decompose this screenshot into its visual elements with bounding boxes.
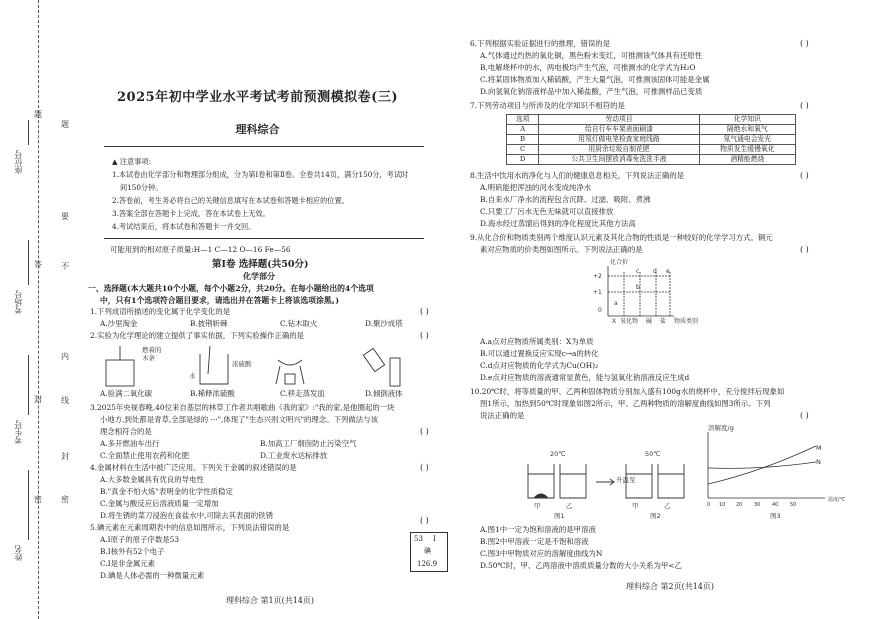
side-mark: 密	[34, 495, 42, 504]
q8-option: B.自来水厂净水的流程包含沉降、过滤、吸附、煮沸	[480, 195, 651, 204]
exam-no-label: 考生号	[14, 420, 23, 444]
solubility-chart	[708, 432, 825, 498]
q10-option: C.图3中甲物质对应的溶解度曲线为N	[480, 549, 603, 558]
q8-option: D.海水经过蒸馏后得到的净化程度比其他方法高	[480, 219, 636, 228]
beaker-label: 甲	[632, 502, 639, 510]
exam-room-label: 考场号	[14, 290, 23, 314]
q1-option: C.钻木取火	[280, 319, 318, 328]
temp-tick: 20	[736, 502, 743, 508]
q9-option: D.e点对应物质的溶液通常显黄色，能与氢氧化钠溶液反应生成d	[480, 373, 690, 382]
chart-xtick: 盐	[660, 318, 667, 325]
q10-option: A.图1中一定为饱和溶液的是甲溶液	[480, 525, 596, 534]
answer-paren: ( )	[420, 331, 429, 340]
table-cell: B	[507, 135, 539, 145]
q3-option: C.全面禁止使用农药和化肥	[100, 451, 190, 460]
divider	[104, 146, 424, 147]
q10-option: D.50℃时，甲、乙两溶液中溶质质量分数的大小关系为甲<乙	[480, 561, 682, 570]
chart-ytick: +2	[593, 273, 602, 280]
table-cell: 酒精能燃烧	[699, 155, 795, 165]
table-header-cell: 化学知识	[699, 115, 795, 125]
q3-line: 理念相符合的是	[100, 427, 152, 436]
chart-point-label: a	[614, 300, 618, 307]
notice-heading: ▲ 注意事项:	[112, 157, 152, 166]
exam-title: 2025年初中学业水平考试考前预测模拟卷(三)	[117, 90, 398, 105]
q8-option: C.只要工厂污水无色无味就可以直接排放	[480, 207, 614, 216]
label-stick: 木条	[142, 354, 155, 362]
table-header-cell: 选项	[507, 115, 539, 125]
side-mark: 题	[34, 110, 42, 119]
table-cell: 给自行车车架表面刷漆	[539, 125, 699, 135]
atomic-number: 53	[414, 535, 423, 543]
part-title: 化学部分	[243, 271, 275, 281]
chart-ylabel: 化合价	[610, 259, 629, 266]
q1-stem: 1.下列成语所描述的变化属于化学变化的是	[90, 307, 231, 316]
q7-stem: 7.下列劳动项目与所涉及的化学知识不相符的是	[470, 101, 625, 110]
sol-axis-label: 溶解度/g	[708, 424, 734, 432]
q4-option: B."真金不怕火炼"表明金的化学性质稳定	[100, 487, 233, 496]
q1-option: B.披荆斩棘	[190, 319, 228, 328]
chart-xtick: X	[612, 318, 617, 325]
q8-option: A.明矾能把浑浊的河水变成纯净水	[480, 183, 592, 192]
table-cell: 用厨余垃圾自制花肥	[539, 145, 699, 155]
beakers-drawing	[528, 464, 684, 498]
table-row	[507, 145, 796, 155]
temp-axis-label: 温度/℃	[828, 497, 846, 503]
q4-option: A.大多数金属具有优良的导电性	[100, 475, 204, 484]
answer-paren: ( )	[800, 171, 809, 180]
subject-title: 理科综合	[235, 123, 280, 136]
exam-room-field[interactable]	[28, 240, 29, 285]
q6-option: A.气体通过灼热的氧化铜，黑色粉末变红，可推测该气体具有还原性	[480, 51, 703, 60]
chart-ytick: +1	[593, 289, 602, 296]
answer-paren: ( )	[420, 516, 429, 525]
q2-option: A.验满二氧化碳	[100, 389, 153, 398]
temp-tick: 50	[790, 502, 797, 508]
label-acid: 浓硫酸	[232, 360, 252, 368]
divider	[104, 238, 424, 239]
valence-category-chart	[590, 258, 730, 334]
chart-ytick: 0	[598, 307, 602, 314]
q9-option: C.d点对应物质的化学式为Cu(OH)₂	[480, 361, 599, 370]
chart-xlabel: 物质类别	[674, 318, 699, 325]
chart-point-label: d	[653, 268, 657, 275]
answer-paren: ( )	[800, 245, 809, 254]
q2-option: C.移走蒸发皿	[280, 389, 325, 398]
notice-item: 3.答案全部在答题卡上完成，答在本试卷上无效。	[112, 209, 270, 218]
table-cell: C	[507, 145, 539, 155]
fig-caption: 图1	[554, 512, 565, 520]
page-footer: 理科综合 第1页(共14页)	[225, 596, 315, 605]
notice-item: 2.答卷前，考生务必将自己的关键信息填写在本试卷和答题卡相应的位置。	[112, 196, 349, 205]
side-mark: 封	[61, 452, 69, 461]
answer-paren: ( )	[800, 39, 809, 48]
q10-option: B.图2中甲溶液一定是不饱和溶液	[480, 537, 589, 546]
fig-caption: 图3	[770, 512, 781, 520]
q4-option: D.将生锈的菜刀浸泡在食盐水中,可除去其表面的铁锈	[100, 511, 273, 520]
chart-xtick: 氧化物	[620, 318, 639, 325]
atomic-mass-value: 126.9	[417, 560, 438, 568]
bottle-drawing	[106, 346, 134, 386]
page-1	[60, 0, 455, 619]
evaporating-dish-drawing	[276, 360, 304, 384]
table-row	[507, 135, 796, 145]
exam-no-field[interactable]	[28, 355, 29, 415]
notice-item: 1.本试卷由化学部分和物理部分组成，分为第Ⅰ卷和第Ⅱ卷。全卷共14页，满分150分，考试时	[112, 170, 409, 179]
q6-option: D.向氢氧化钠溶液样品中加入稀盐酸，产生气泡，可推测样品已变质	[480, 87, 703, 96]
chart-point-label: b	[636, 284, 640, 291]
answer-paren: ( )	[420, 307, 429, 316]
table-cell: 公共卫生间摆放消毒免洗洗手液	[539, 155, 699, 165]
q3-line: 小地方,到处都是青草,全部是绿的 ···",体现了"生态兴则文明兴"的理念。下列做法与该	[100, 415, 378, 424]
answer-paren: ( )	[800, 101, 809, 110]
q3-option: A.多开燃油车出行	[100, 439, 160, 448]
temp-50: 50℃	[645, 450, 661, 458]
beaker-label: 甲	[534, 502, 541, 510]
q9-line: 素对应物质的价类图如图所示。下列说法正确的是	[480, 245, 643, 254]
chart-xtick: 碱	[646, 318, 653, 325]
side-mark: 要	[61, 212, 69, 221]
chart-point-label: c	[636, 268, 640, 275]
arrow-label: 升温至	[616, 476, 636, 484]
q3-option: B.加高工厂烟囱防止污染空气	[260, 439, 357, 448]
label-burning: 燃着的	[142, 346, 162, 354]
page-2	[470, 0, 870, 619]
notice-item: 间150分钟。	[120, 183, 163, 192]
q2-option: D.倾倒液体	[365, 389, 403, 398]
curve-m: M	[816, 444, 822, 452]
table-cell: 用氖灯做电笔检查家庭线路	[539, 135, 699, 145]
q1-option: A.沙里淘金	[100, 319, 138, 328]
q6-stem: 6.下列根据实验证据进行的推理，错误的是	[470, 39, 611, 48]
table-cell: 隔绝水和氧气	[699, 125, 795, 135]
side-mark: 线	[61, 396, 69, 405]
q1-option: D.聚沙成塔	[365, 319, 403, 328]
side-mark: 不	[61, 262, 69, 271]
q10-figure	[520, 424, 850, 520]
q3-option: D.工业废水达标排放	[260, 451, 328, 460]
q10-line: 图1所示，加热到50℃时现象如图2所示，甲、乙两种物质的溶解度曲线如图3所示。下列	[480, 399, 771, 408]
q3-line: 3.2025年央视春晚,40位来自基层的林草工作者共唱歌曲《我的家》:"我的家,是他圈起的一块	[90, 403, 395, 412]
beaker-label: 乙	[566, 502, 573, 510]
element-symbol: I	[433, 535, 436, 543]
q7-table	[506, 114, 796, 165]
name-label: 姓名	[14, 545, 23, 561]
temp-tick: 0	[707, 502, 711, 508]
warning-icon: ▲	[112, 157, 118, 166]
temp-tick: 10	[719, 502, 726, 508]
chart-grid	[608, 266, 674, 316]
q5-option: D.碘是人体必需的一种微量元素	[100, 571, 205, 580]
q9-line: 9.从化合价和物质类别两个维度认识元素及其化合物的性质是一种较好的化学学习方式。铜元	[470, 233, 773, 242]
name-field[interactable]	[28, 470, 29, 540]
q10-line: 说法正确的是	[480, 411, 525, 420]
notice-item: 4.考试结束后，将本试卷和答题卡一并交回。	[112, 222, 256, 231]
table-header-cell: 劳动项目	[539, 115, 699, 125]
binding-line	[38, 0, 39, 619]
q5-option: C.Ⅰ是非金属元素	[100, 559, 156, 568]
fig-caption: 图2	[650, 512, 661, 520]
q5-stem: 5.碘元素在元素周期表中的信息如图所示，下列说法错误的是	[90, 523, 290, 532]
table-cell: D	[507, 155, 539, 165]
section-line: 一、选择题(本大题共10个小题，每个小题2分，共20分。在每小题给出的4个选项	[88, 284, 374, 293]
q5-option: B.Ⅰ核外有52个电子	[100, 547, 165, 556]
label-water: 水	[189, 372, 196, 380]
side-mark: 题	[61, 120, 69, 129]
q2-option: B.稀释浓硫酸	[190, 389, 235, 398]
section-line: 中，只有1个选项符合题目要求，请选出并在答题卡上将该选项涂黑。)	[100, 296, 340, 305]
chart-point-label: e	[666, 268, 670, 275]
q4-stem: 4.金属材料在生活中被广泛应用。下列关于金属的叙述错误的是	[90, 463, 297, 472]
beaker-label: 乙	[664, 502, 671, 510]
q9-option: B.可以通过置换反应实现c→a的转化	[480, 349, 599, 358]
side-mark: 密	[61, 495, 69, 504]
q9-option: A.a点对应物质所属类别：X为单质	[480, 337, 594, 346]
table-cell: A	[507, 125, 539, 135]
q4-option: C.金属与酸反应后溶液质量一定增加	[100, 499, 219, 508]
q5-option: A.Ⅰ原子的原子序数是53	[100, 535, 180, 544]
side-mark: 答	[34, 260, 42, 269]
table-cell: 氖气通电会发光	[699, 135, 795, 145]
pouring-drawing	[363, 348, 400, 386]
seat-label: 座位号	[14, 150, 23, 174]
table-row	[507, 155, 796, 165]
q8-stem: 8.生活中饮用水的净化与人们的健康息息相关。下列说法正确的是	[470, 171, 684, 180]
beaker-drawing	[200, 346, 228, 384]
table-cell: 物质发生缓慢氧化	[699, 145, 795, 155]
side-mark: 封	[34, 395, 42, 404]
answer-paren: ( )	[420, 427, 429, 436]
atomic-mass: 可能用到的相对原子质量:H—1 C—12 O—16 Fe—56	[110, 245, 291, 254]
page-footer: 理科综合 第2页(共14页)	[625, 582, 715, 591]
table-header-row	[507, 115, 796, 125]
q10-line: 10.20℃时，将等质量的甲、乙两种固体物质分别加入盛有100g水的烧杯中，充分搅拌后现象如	[470, 387, 785, 396]
answer-paren: ( )	[800, 411, 809, 420]
seat-field[interactable]	[28, 120, 29, 145]
temp-tick: 40	[772, 502, 779, 508]
side-mark: 内	[61, 352, 69, 361]
volume-title: 第Ⅰ卷 选择题(共50分)	[212, 259, 309, 270]
element-name: 碘	[424, 547, 431, 555]
q6-option: C.将某固体物质加入稀硫酸，产生大量气泡，可推测该固体可能是金属	[480, 75, 710, 84]
temp-tick: 30	[754, 502, 761, 508]
iodine-element-card	[410, 532, 448, 572]
table-row	[507, 125, 796, 135]
q2-stem: 2.实验为化学理论的建立提供了事实依据，下列实验操作正确的是	[90, 331, 304, 340]
q2-apparatus-figure	[100, 344, 440, 388]
curve-n: N	[816, 458, 821, 466]
q6-option: B.电解烧杯中的水，两电极均产生气泡，可推测水的化学式为H₂O	[480, 63, 696, 72]
answer-paren: ( )	[420, 463, 429, 472]
temp-20: 20℃	[550, 450, 566, 458]
